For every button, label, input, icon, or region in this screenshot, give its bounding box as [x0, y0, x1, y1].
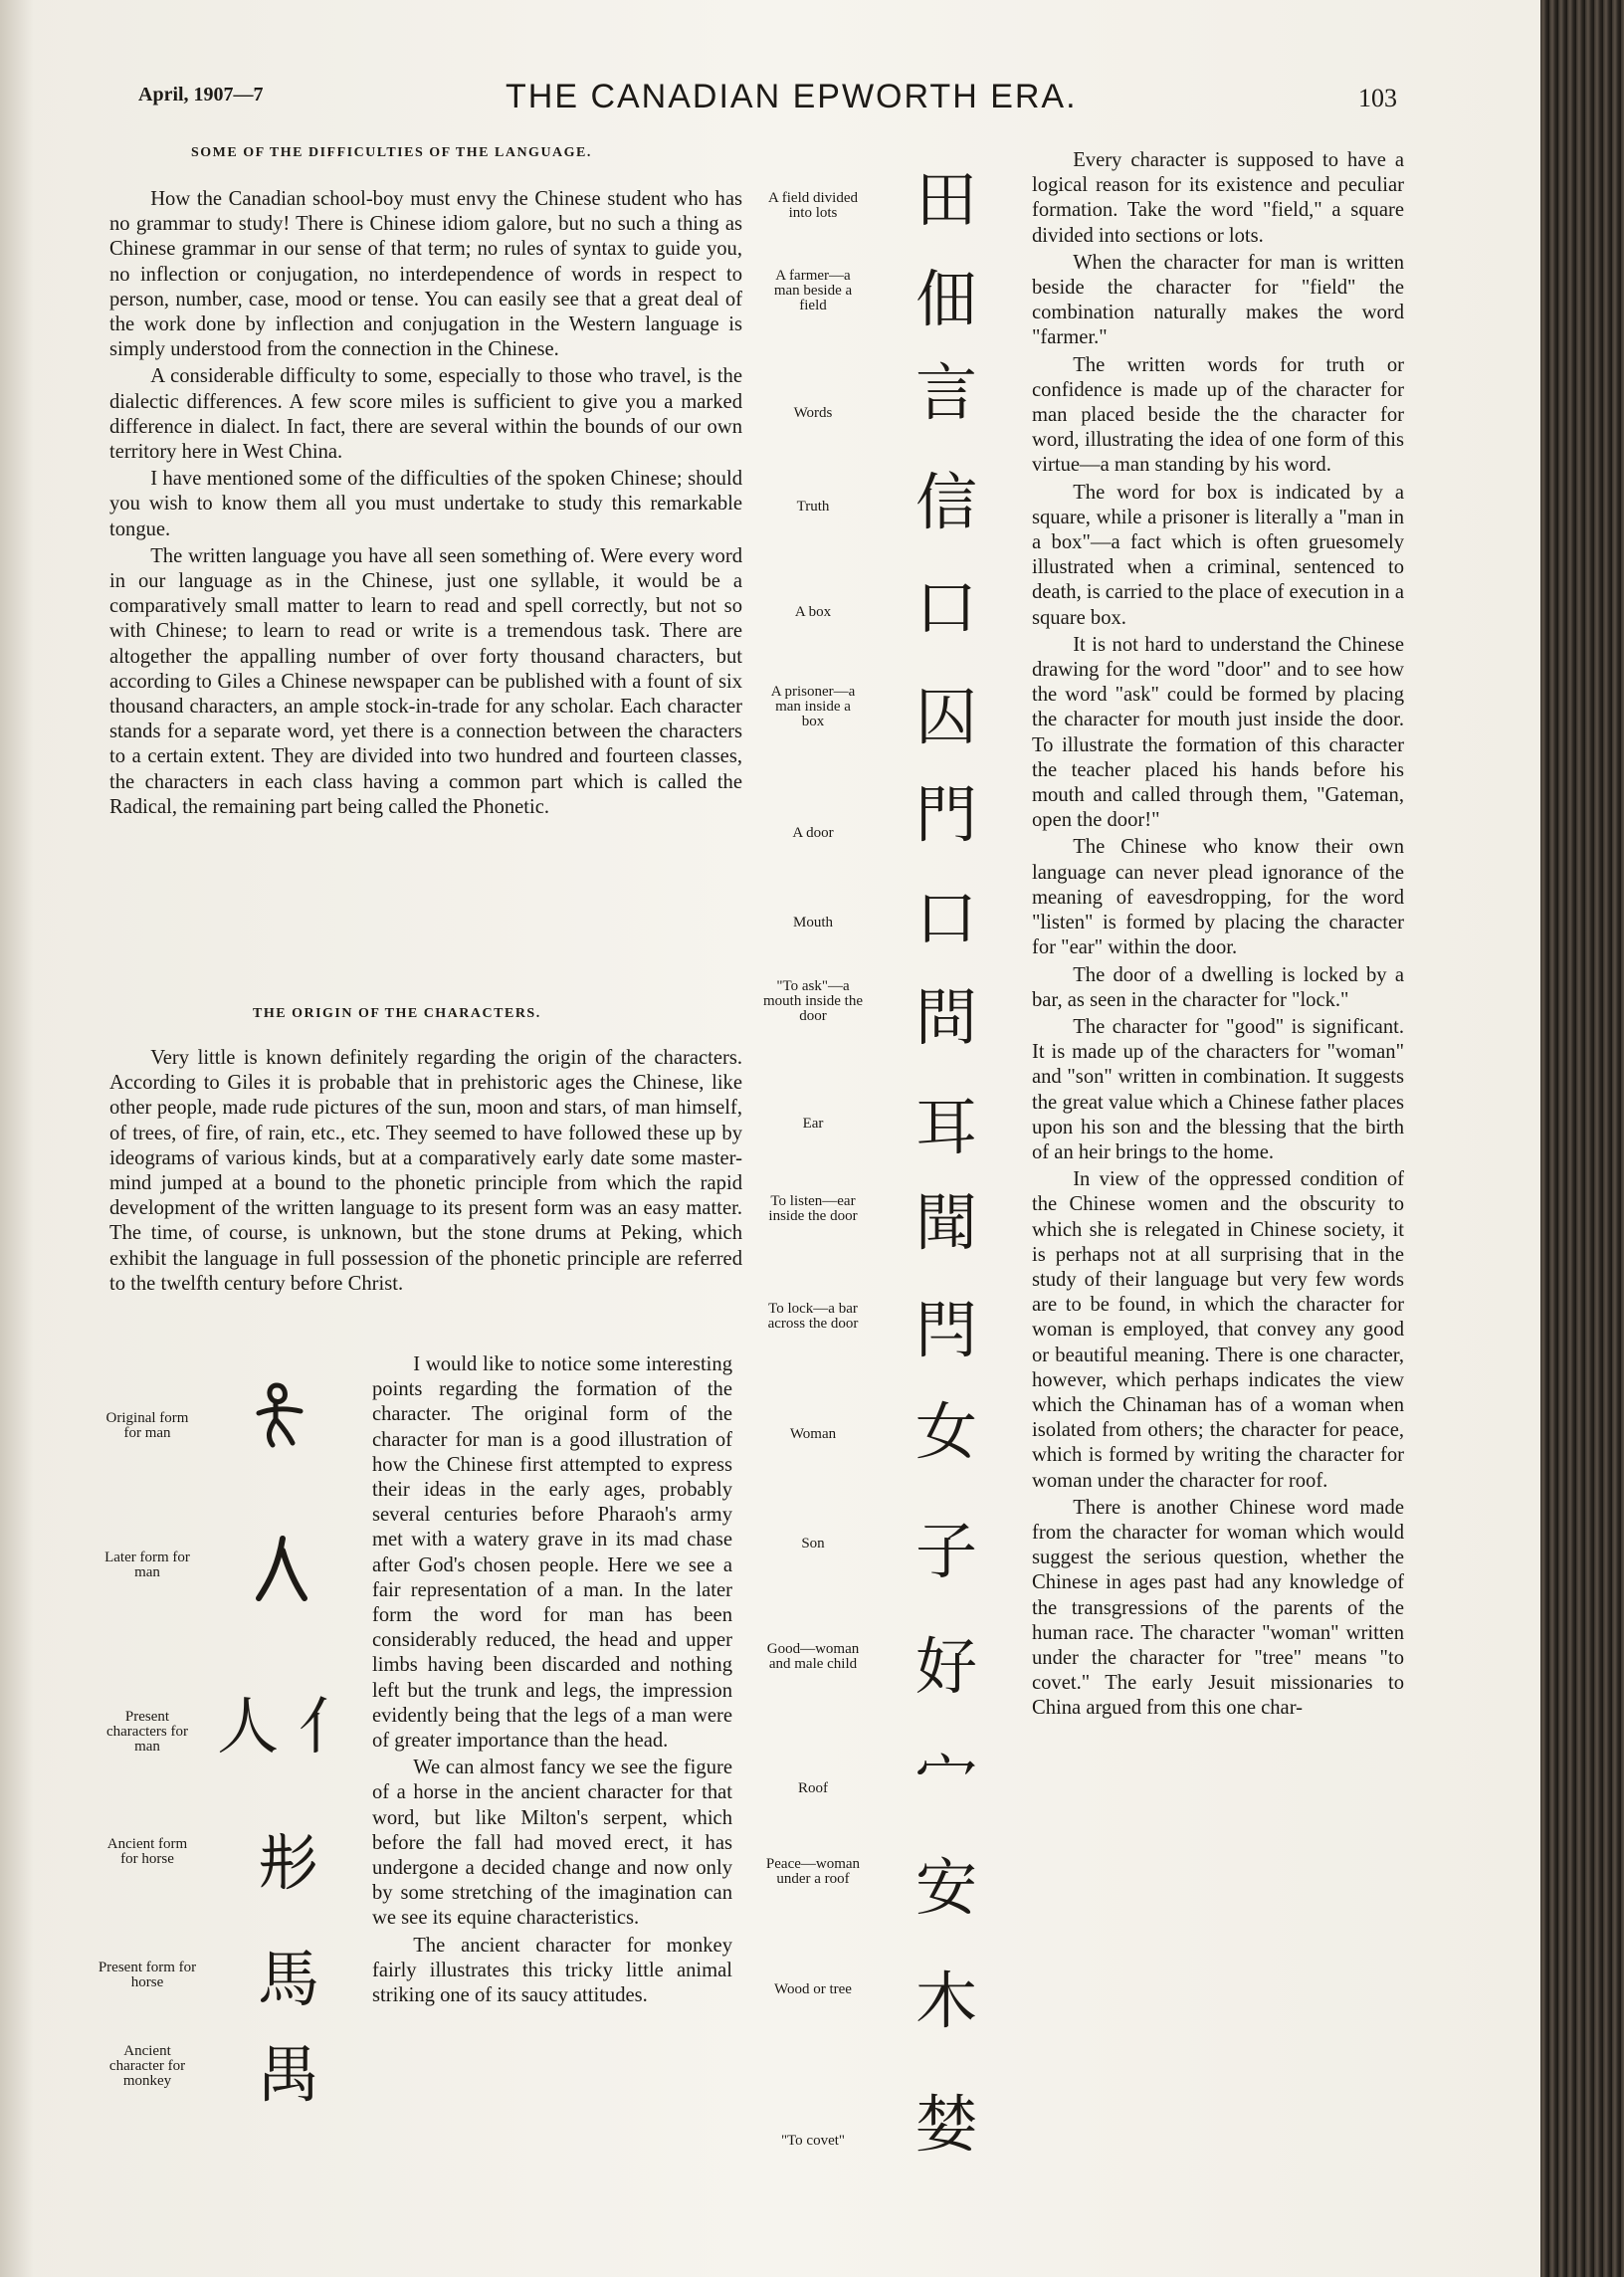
- magazine-title: THE CANADIAN EPWORTH ERA.: [506, 78, 1078, 115]
- paragraph: There is another Chinese word made from the character for woman which would suggest the serious question, whether the Chinese in ages past had any knowledge of the transgressions of the parents of the human race. The character "woman" written under the character for "tree" means "to covet." The early Jesuit missionaries to China argued from this one char-: [1032, 1496, 1404, 1720]
- peace-character: 安: [914, 1851, 977, 1924]
- paragraph: I would like to notice some interesting points regarding the formation of the character. The original form of the character for man is a good illustration of how the Chinese first attempted to express their ideas in the early ages, probably several centuries before Pharaoh's army met with a watery grave in its mad chase after God's chosen people. Here we see a fair representation of a man. In the later form the word for man has been considerably reduced, the head and upper limbs having been discarded and nothing left but the trunk and legs, the impression evidently being that the legs of a man were of greater importance than the head.: [372, 1353, 732, 1753]
- figure-caption: A prisoner—a man inside a box: [770, 684, 856, 729]
- lock-character: 閂: [914, 1294, 977, 1366]
- figure-caption: Son: [801, 1536, 825, 1552]
- box-character: 口: [914, 571, 977, 644]
- paragraph: The ancient character for monkey fairly illustrates this tricky little animal striking one of its saucy attitudes.: [372, 1934, 732, 2007]
- origin-text: [109, 1046, 742, 1297]
- listen-character: 聞: [914, 1186, 977, 1259]
- figure-caption: A farmer—a man beside a field: [773, 268, 853, 313]
- paragraph: When the character for man is written beside the character for "field" the combination naturally makes the word "farmer.": [1032, 251, 1404, 349]
- paragraph: Very little is known definitely regarding the origin of the characters. According to Giles it is probable that in prehistoric ages the Chinese, like other people, made rude pictures of the sun, moon and stars, of man himself, of trees, of fire, of rain, etc., etc. They seemed to have followed these up by ideograms of various kinds, but at a comparatively early date some master-mind jumped at a bound to the phonetic principle from which the rapid development of the written language to its present form was an easy matter. The time, of course, is unknown, but the stone drums at Peking, which exhibit the language in full possession of the phonetic principle are referred to the twelfth century before Christ.: [109, 1047, 742, 1295]
- paragraph: The character for "good" is significant. It is made up of the characters for "woman" and "son" written in combination. It suggests the great value which a Chinese father places upon his son and the blessing that the birth of an heir brings to the home.: [1032, 1015, 1404, 1163]
- paragraph: The Chinese who know their own language can never plead ignorance of the meaning of eavesdropping, for the word "listen" is formed by placing the character for "ear" within the door.: [1032, 836, 1404, 959]
- difficulties-text: [109, 187, 742, 820]
- words-character: 言: [914, 356, 977, 429]
- figure-caption: Original form for man: [105, 1410, 189, 1441]
- issue-date: April, 1907—7: [138, 84, 264, 105]
- present-horse-glyph: 馬: [257, 1943, 319, 2015]
- figure-caption: "To ask"—a mouth inside the door: [763, 978, 863, 1024]
- ask-character: 問: [914, 981, 977, 1054]
- ear-character: 耳: [914, 1091, 977, 1163]
- figure-caption: Ancient form for horse: [106, 1836, 188, 1867]
- figure-caption: Truth: [796, 499, 830, 515]
- roof-character: 宀: [914, 1744, 977, 1816]
- figure-caption: Present form for horse: [98, 1960, 197, 1990]
- figure-caption: A door: [792, 825, 834, 841]
- page-number: 103: [1358, 84, 1397, 112]
- woman-character: 女: [914, 1395, 977, 1468]
- formation-text: [372, 1352, 732, 2008]
- section-heading-origin: THE ORIGIN OF THE CHARACTERS.: [253, 1006, 541, 1021]
- tree-character: 木: [914, 1965, 977, 2037]
- paragraph: A considerable difficulty to some, especially to those who travel, is the dialectic differences. A few score miles is sufficient to give you a marked difference in dialect. In fact, there are several within the bounds of our own territory here in West China.: [109, 365, 742, 464]
- paragraph: The written language you have all seen something of. Were every word in our language as in the Chinese, just one syllable, it would be a comparatively small matter to learn to read and spell correctly, but not so with Chinese; to learn to read or write is a tremendous task. There are altogether the appalling number of over forty thousand characters, but according to Giles a Chinese newspaper can be published with a fount of six thousand characters, an ample stock-in-trade for any scholar. Each character stands for a separate word, yet there is a connection between the characters to a certain extent. They are divided into two hundred and fourteen classes, the characters in each class having a common part which is called the Radical, the remaining part being called the Phonetic.: [109, 544, 742, 818]
- prisoner-character: 囚: [914, 681, 977, 753]
- book-binding-edge: [1540, 0, 1624, 2277]
- field-character: 田: [914, 163, 977, 236]
- later-man-glyph: [239, 1533, 328, 1616]
- present-man-glyph: 人 亻: [217, 1690, 360, 1762]
- figure-caption: Present characters for man: [105, 1709, 189, 1755]
- figure-caption: Peace—woman under a roof: [765, 1856, 861, 1887]
- truth-character: 信: [914, 466, 977, 538]
- mouth-character: 口: [914, 882, 977, 954]
- paragraph: The written words for truth or confidence is made up of the character for man placed beside the the character for word, illustrating the idea of one form of this virtue—a man standing by his word.: [1032, 353, 1404, 477]
- figure-caption: A box: [794, 604, 832, 620]
- figure-caption: Mouth: [792, 915, 833, 931]
- paragraph: The door of a dwelling is locked by a bar, as seen in the character for "lock.": [1032, 963, 1404, 1011]
- farmer-character: 佃: [914, 263, 977, 335]
- paragraph: It is not hard to understand the Chinese drawing for the word "door" and to see how the word "ask" could be formed by placing the character for mouth just inside the door. To illustrate the formation of this character the teacher placed his hands before his mouth and called through them, "Gateman, open the door!": [1032, 633, 1404, 832]
- door-character: 門: [914, 778, 977, 851]
- figure-caption: Good—woman and male child: [766, 1641, 860, 1672]
- paragraph: I have mentioned some of the difficulties of the spoken Chinese; should you wish to know them all you must undertake to study this remarkable tongue.: [109, 468, 742, 540]
- original-man-glyph-drawing: [249, 1379, 318, 1449]
- figure-caption: Later form for man: [104, 1550, 190, 1580]
- paragraph: Every character is supposed to have a logical reason for its existence and peculiar formation. Take the word "field," a square divided into sections or lots.: [1032, 149, 1404, 247]
- ancient-monkey-glyph: 禺: [257, 2038, 319, 2111]
- figure-caption: Ear: [802, 1116, 824, 1132]
- figure-caption: Woman: [789, 1426, 837, 1442]
- figure-caption: A field divided into lots: [768, 190, 858, 221]
- later-man-glyph-drawing: [249, 1533, 318, 1602]
- paragraph: The word for box is indicated by a square, while a prisoner is literally a "man in a box"—a fact which is often gruesomely illustrated when a criminal, sentenced to death, is carried to the place of execution in a square box.: [1032, 481, 1404, 629]
- son-character: 子: [914, 1515, 977, 1587]
- page-gutter-shadow: [0, 0, 34, 2277]
- figure-caption: Words: [793, 405, 833, 421]
- paragraph: We can almost fancy we see the figure of a horse in the ancient character for that word, but like Milton's serpent, which before the fall had moved erect, it has undergone a decided change and now only by some stretching of the imagination can we see its equine characteristics.: [372, 1757, 732, 1930]
- covet-character: 婪: [914, 2088, 977, 2161]
- figure-caption: Roof: [798, 1780, 828, 1796]
- character-explanations: [1032, 148, 1404, 1722]
- figure-caption: "To covet": [780, 2133, 846, 2149]
- ancient-horse-glyph: 𢒈: [257, 1825, 319, 1898]
- figure-caption: To listen—ear inside the door: [768, 1193, 858, 1224]
- section-heading-difficulties: SOME OF THE DIFFICULTIES OF THE LANGUAGE.: [191, 145, 592, 160]
- figure-caption: Wood or tree: [774, 1981, 852, 1997]
- paragraph: How the Canadian school-boy must envy the Chinese student who has no grammar to study! There is Chinese idiom galore, but no such a thing as Chinese grammar in our sense of that term; no rules of syntax to guide you, no inflection or conjugation, no interdependence of words in respect to person, number, case, mood or tense. You can easily see that a great deal of the work done by inflection and conjugation in the Western language is simply understood from the connection in the Chinese.: [109, 188, 742, 361]
- good-character: 好: [914, 1630, 977, 1703]
- figure-caption: Ancient character for monkey: [108, 2043, 186, 2089]
- paragraph: In view of the oppressed condition of the Chinese women and the obscurity to which she is relegated in Chinese society, it is perhaps not at all surprising that in the study of their language but very few words are to be found, in which the character for woman is employed, that convey any good or beautiful meaning. There is one character, however, which perhaps indicates the view which the Chinaman has of a woman when isolated from others; the character for peace, which is formed by writing the character for woman under the character for roof.: [1032, 1168, 1404, 1492]
- figure-caption: To lock—a bar across the door: [767, 1301, 859, 1332]
- original-man-glyph: [239, 1379, 328, 1463]
